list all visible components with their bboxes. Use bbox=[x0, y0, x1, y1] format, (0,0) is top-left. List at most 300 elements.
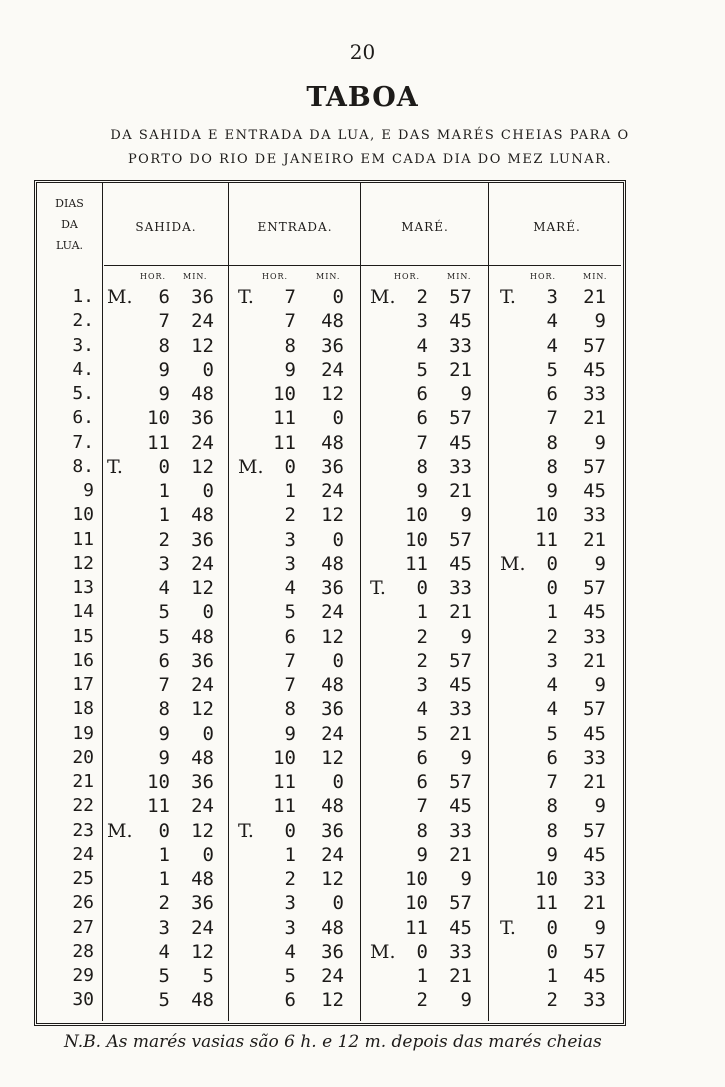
time-value: 21 bbox=[583, 286, 606, 308]
time-value: 3 bbox=[284, 916, 296, 939]
time-value: 36 bbox=[191, 528, 214, 551]
time-value: 24 bbox=[191, 916, 214, 939]
time-value: 12 bbox=[321, 383, 344, 405]
time-value: 7 bbox=[284, 310, 296, 333]
time-value: 21 bbox=[449, 601, 472, 624]
time-value: 5 bbox=[158, 625, 170, 648]
time-value: 2 bbox=[158, 528, 170, 551]
time-value: 45 bbox=[583, 358, 606, 381]
time-value: 2 bbox=[158, 892, 170, 915]
time-value: 36 bbox=[191, 892, 214, 915]
time-value: 9 bbox=[158, 746, 170, 769]
day-number: 24 bbox=[72, 843, 94, 865]
time-value: 21 bbox=[449, 965, 472, 987]
time-value: 21 bbox=[583, 771, 606, 793]
time-value: 12 bbox=[191, 819, 214, 842]
time-value: 11 bbox=[147, 795, 170, 818]
time-value: 3 bbox=[546, 649, 558, 672]
time-value: 1 bbox=[158, 868, 170, 890]
time-value: 9 bbox=[460, 746, 472, 769]
subheader-hor: HOR. bbox=[394, 272, 421, 281]
time-value: 2 bbox=[416, 649, 428, 672]
time-value: 48 bbox=[191, 383, 214, 405]
time-value: 5 bbox=[158, 601, 170, 624]
period-label: T. bbox=[238, 286, 254, 308]
time-value: 11 bbox=[273, 431, 296, 454]
period-label: M. bbox=[370, 940, 396, 963]
time-value: 33 bbox=[449, 698, 472, 721]
time-value: 0 bbox=[202, 722, 214, 745]
time-value: 10 bbox=[405, 504, 428, 527]
time-value: 0 bbox=[284, 819, 296, 842]
time-value: 33 bbox=[583, 625, 606, 648]
time-value: 2 bbox=[416, 625, 428, 648]
time-value: 4 bbox=[546, 310, 558, 333]
page-number: 20 bbox=[349, 40, 376, 64]
time-value: 9 bbox=[158, 358, 170, 381]
time-value: 10 bbox=[535, 868, 558, 890]
time-value: 9 bbox=[594, 916, 606, 939]
header-mare-1: MARÉ. bbox=[401, 220, 449, 234]
time-value: 57 bbox=[583, 819, 606, 842]
time-value: 45 bbox=[449, 674, 472, 696]
time-value: 24 bbox=[321, 358, 344, 381]
time-value: 8 bbox=[546, 431, 558, 454]
day-number: 21 bbox=[72, 771, 94, 792]
time-value: 8 bbox=[546, 455, 558, 478]
time-value: 57 bbox=[449, 771, 472, 793]
day-number: 28 bbox=[72, 940, 94, 962]
time-value: 36 bbox=[321, 334, 344, 357]
time-value: 9 bbox=[284, 722, 296, 745]
table-row bbox=[0, 335, 725, 359]
time-value: 4 bbox=[416, 698, 428, 721]
period-label: T. bbox=[107, 455, 123, 478]
day-number: 23 bbox=[72, 819, 94, 841]
time-value: 11 bbox=[273, 795, 296, 818]
time-value: 24 bbox=[191, 552, 214, 575]
time-value: 9 bbox=[460, 868, 472, 890]
time-value: 45 bbox=[583, 722, 606, 745]
time-value: 57 bbox=[449, 407, 472, 430]
time-value: 48 bbox=[191, 989, 214, 1012]
table-row bbox=[0, 626, 725, 650]
time-value: 11 bbox=[405, 916, 428, 939]
time-value: 0 bbox=[332, 771, 344, 793]
time-value: 1 bbox=[158, 843, 170, 866]
table-row bbox=[0, 868, 725, 892]
time-value: 45 bbox=[583, 843, 606, 866]
time-value: 36 bbox=[191, 286, 214, 308]
time-value: 7 bbox=[284, 286, 296, 308]
time-value: 0 bbox=[546, 916, 558, 939]
time-value: 0 bbox=[284, 455, 296, 478]
time-value: 0 bbox=[202, 480, 214, 502]
time-value: 45 bbox=[583, 601, 606, 624]
time-value: 33 bbox=[449, 455, 472, 478]
time-value: 7 bbox=[158, 674, 170, 696]
table-row bbox=[0, 917, 725, 941]
period-label: M. bbox=[107, 819, 133, 842]
time-value: 36 bbox=[321, 577, 344, 599]
time-value: 57 bbox=[449, 649, 472, 672]
time-value: 48 bbox=[321, 795, 344, 818]
time-value: 24 bbox=[321, 843, 344, 866]
time-value: 48 bbox=[191, 504, 214, 527]
time-value: 1 bbox=[284, 480, 296, 502]
header-mare-2: MARÉ. bbox=[533, 220, 581, 234]
day-number: 26 bbox=[72, 892, 94, 914]
time-value: 33 bbox=[583, 989, 606, 1012]
time-value: 11 bbox=[405, 552, 428, 575]
subheader-hor: HOR. bbox=[262, 272, 289, 281]
day-number: 19 bbox=[72, 722, 94, 744]
day-number: 1. bbox=[72, 286, 94, 307]
time-value: 57 bbox=[583, 334, 606, 357]
time-value: 3 bbox=[284, 552, 296, 575]
time-value: 21 bbox=[583, 407, 606, 430]
time-value: 1 bbox=[546, 965, 558, 987]
day-number: 13 bbox=[72, 577, 94, 598]
time-value: 6 bbox=[416, 383, 428, 405]
table-row bbox=[0, 601, 725, 625]
time-value: 10 bbox=[273, 383, 296, 405]
time-value: 0 bbox=[332, 407, 344, 430]
day-number: 11 bbox=[72, 528, 94, 550]
time-value: 36 bbox=[191, 771, 214, 793]
time-value: 0 bbox=[546, 577, 558, 599]
time-value: 33 bbox=[449, 940, 472, 963]
time-value: 36 bbox=[321, 819, 344, 842]
time-value: 24 bbox=[321, 601, 344, 624]
time-value: 12 bbox=[191, 334, 214, 357]
time-value: 45 bbox=[449, 310, 472, 333]
time-value: 48 bbox=[321, 674, 344, 696]
time-value: 33 bbox=[583, 746, 606, 769]
day-number: 10 bbox=[72, 504, 94, 526]
table-row bbox=[0, 359, 725, 383]
time-value: 24 bbox=[321, 965, 344, 987]
time-value: 12 bbox=[321, 625, 344, 648]
table-row bbox=[0, 844, 725, 868]
time-value: 0 bbox=[158, 819, 170, 842]
time-value: 11 bbox=[147, 431, 170, 454]
time-value: 57 bbox=[583, 455, 606, 478]
time-value: 45 bbox=[449, 431, 472, 454]
period-label: T. bbox=[500, 286, 516, 308]
time-value: 12 bbox=[321, 989, 344, 1012]
time-value: 45 bbox=[583, 480, 606, 502]
day-number: 4. bbox=[72, 358, 94, 380]
subheader-min: MIN. bbox=[447, 272, 472, 281]
day-number: 12 bbox=[72, 552, 94, 574]
time-value: 3 bbox=[416, 310, 428, 333]
time-value: 48 bbox=[321, 552, 344, 575]
period-label: T. bbox=[238, 819, 254, 842]
period-label: T. bbox=[500, 916, 516, 939]
time-value: 21 bbox=[449, 722, 472, 745]
time-value: 5 bbox=[158, 989, 170, 1012]
day-number: 3. bbox=[72, 334, 94, 356]
time-value: 10 bbox=[535, 504, 558, 527]
time-value: 45 bbox=[449, 916, 472, 939]
time-value: 7 bbox=[416, 795, 428, 818]
day-number: 30 bbox=[72, 989, 94, 1011]
table-row bbox=[0, 432, 725, 456]
time-value: 7 bbox=[546, 407, 558, 430]
time-value: 0 bbox=[202, 358, 214, 381]
time-value: 4 bbox=[416, 334, 428, 357]
time-value: 57 bbox=[583, 698, 606, 721]
day-number: 17 bbox=[72, 674, 94, 695]
time-value: 5 bbox=[284, 965, 296, 987]
time-value: 7 bbox=[284, 674, 296, 696]
day-number: 18 bbox=[72, 698, 94, 720]
period-label: M. bbox=[370, 286, 396, 308]
time-value: 10 bbox=[147, 407, 170, 430]
time-value: 9 bbox=[460, 625, 472, 648]
time-value: 8 bbox=[158, 698, 170, 721]
time-value: 12 bbox=[321, 504, 344, 527]
time-value: 33 bbox=[449, 577, 472, 599]
time-value: 9 bbox=[594, 674, 606, 696]
time-value: 21 bbox=[583, 892, 606, 915]
time-value: 3 bbox=[158, 552, 170, 575]
time-value: 4 bbox=[546, 674, 558, 696]
time-value: 48 bbox=[191, 746, 214, 769]
dias-da-lua-header bbox=[42, 193, 97, 256]
table-row bbox=[0, 723, 725, 747]
time-value: 0 bbox=[332, 286, 344, 308]
page-title: TABOA bbox=[306, 82, 419, 113]
time-value: 6 bbox=[158, 649, 170, 672]
time-value: 12 bbox=[191, 698, 214, 721]
header-da: DA bbox=[61, 218, 78, 231]
time-value: 9 bbox=[416, 480, 428, 502]
time-value: 9 bbox=[416, 843, 428, 866]
time-value: 9 bbox=[594, 552, 606, 575]
time-value: 9 bbox=[158, 722, 170, 745]
time-value: 12 bbox=[191, 577, 214, 599]
table-row bbox=[0, 747, 725, 771]
time-value: 0 bbox=[332, 649, 344, 672]
time-value: 45 bbox=[583, 965, 606, 987]
time-value: 57 bbox=[449, 286, 472, 308]
time-value: 24 bbox=[191, 674, 214, 696]
time-value: 7 bbox=[284, 649, 296, 672]
time-value: 7 bbox=[416, 431, 428, 454]
time-value: 5 bbox=[546, 722, 558, 745]
table-row bbox=[0, 674, 725, 698]
header-dias: DIAS bbox=[55, 197, 84, 210]
time-value: 9 bbox=[460, 383, 472, 405]
table-row bbox=[0, 965, 725, 989]
time-value: 3 bbox=[158, 916, 170, 939]
time-value: 33 bbox=[583, 504, 606, 527]
time-value: 2 bbox=[284, 868, 296, 890]
time-value: 21 bbox=[449, 358, 472, 381]
time-value: 9 bbox=[594, 310, 606, 333]
time-value: 48 bbox=[321, 916, 344, 939]
day-number: 15 bbox=[72, 625, 94, 647]
time-value: 9 bbox=[158, 383, 170, 405]
time-value: 21 bbox=[583, 528, 606, 551]
time-value: 4 bbox=[546, 698, 558, 721]
time-value: 0 bbox=[546, 940, 558, 963]
time-value: 6 bbox=[546, 383, 558, 405]
time-value: 33 bbox=[583, 868, 606, 890]
time-value: 1 bbox=[416, 601, 428, 624]
time-value: 11 bbox=[535, 892, 558, 915]
time-value: 24 bbox=[191, 431, 214, 454]
time-value: 8 bbox=[546, 819, 558, 842]
time-value: 2 bbox=[416, 989, 428, 1012]
time-value: 36 bbox=[321, 940, 344, 963]
time-value: 48 bbox=[321, 310, 344, 333]
time-value: 0 bbox=[158, 455, 170, 478]
day-number: 22 bbox=[72, 795, 94, 817]
time-value: 48 bbox=[191, 625, 214, 648]
table-row bbox=[0, 504, 725, 528]
time-value: 6 bbox=[416, 746, 428, 769]
time-value: 45 bbox=[449, 795, 472, 818]
time-value: 24 bbox=[191, 795, 214, 818]
table-row bbox=[0, 529, 725, 553]
time-value: 0 bbox=[332, 528, 344, 551]
time-value: 57 bbox=[449, 528, 472, 551]
subtitle-line-1: DA SAHIDA E ENTRADA DA LUA, E DAS MARÉS CHEIAS PARA O bbox=[110, 128, 630, 143]
period-label: M. bbox=[107, 286, 133, 308]
day-number: 8. bbox=[72, 455, 94, 477]
subheader-min: MIN. bbox=[583, 272, 608, 281]
time-value: 8 bbox=[546, 795, 558, 818]
header-sahida: SAHIDA. bbox=[135, 220, 197, 234]
time-value: 5 bbox=[546, 358, 558, 381]
time-value: 8 bbox=[416, 455, 428, 478]
table-row bbox=[0, 989, 725, 1013]
time-value: 24 bbox=[191, 310, 214, 333]
time-value: 48 bbox=[321, 431, 344, 454]
time-value: 6 bbox=[284, 625, 296, 648]
day-number: 20 bbox=[72, 746, 94, 768]
time-value: 8 bbox=[158, 334, 170, 357]
time-value: 21 bbox=[449, 480, 472, 502]
time-value: 8 bbox=[284, 698, 296, 721]
time-value: 6 bbox=[416, 407, 428, 430]
time-value: 9 bbox=[284, 358, 296, 381]
time-value: 10 bbox=[405, 892, 428, 915]
time-value: 57 bbox=[449, 892, 472, 915]
time-value: 5 bbox=[416, 358, 428, 381]
time-value: 10 bbox=[405, 528, 428, 551]
period-label: M. bbox=[238, 455, 264, 478]
time-value: 1 bbox=[284, 843, 296, 866]
table-row bbox=[0, 698, 725, 722]
time-value: 1 bbox=[158, 480, 170, 502]
footnote: N.B. As marés vasias são 6 h. e 12 m. depois das marés cheias bbox=[64, 1032, 602, 1052]
header-rule bbox=[104, 265, 621, 266]
time-value: 5 bbox=[284, 601, 296, 624]
time-value: 4 bbox=[158, 577, 170, 599]
time-value: 3 bbox=[284, 528, 296, 551]
time-value: 9 bbox=[460, 989, 472, 1012]
table-row bbox=[0, 480, 725, 504]
time-value: 0 bbox=[416, 940, 428, 963]
time-value: 7 bbox=[158, 310, 170, 333]
time-value: 6 bbox=[546, 746, 558, 769]
table-row bbox=[0, 286, 725, 310]
table-row bbox=[0, 407, 725, 431]
time-value: 2 bbox=[284, 504, 296, 527]
time-value: 12 bbox=[191, 455, 214, 478]
day-number: 25 bbox=[72, 868, 94, 889]
day-number: 27 bbox=[72, 916, 94, 938]
time-value: 36 bbox=[321, 698, 344, 721]
time-value: 12 bbox=[321, 868, 344, 890]
time-value: 1 bbox=[416, 965, 428, 987]
time-value: 6 bbox=[416, 771, 428, 793]
time-value: 5 bbox=[158, 965, 170, 987]
time-value: 11 bbox=[273, 407, 296, 430]
time-value: 6 bbox=[284, 989, 296, 1012]
period-label: T. bbox=[370, 577, 386, 599]
time-value: 9 bbox=[594, 795, 606, 818]
time-value: 10 bbox=[273, 746, 296, 769]
time-value: 0 bbox=[332, 892, 344, 915]
time-value: 4 bbox=[284, 940, 296, 963]
day-number: 9 bbox=[83, 480, 94, 501]
time-value: 8 bbox=[416, 819, 428, 842]
period-label: M. bbox=[500, 552, 526, 575]
table-row bbox=[0, 892, 725, 916]
time-value: 9 bbox=[460, 504, 472, 527]
day-number: 5. bbox=[72, 383, 94, 404]
time-value: 0 bbox=[546, 552, 558, 575]
time-value: 57 bbox=[583, 577, 606, 599]
time-value: 4 bbox=[546, 334, 558, 357]
table-row bbox=[0, 771, 725, 795]
day-number: 14 bbox=[72, 601, 94, 623]
time-value: 48 bbox=[191, 868, 214, 890]
time-value: 24 bbox=[321, 722, 344, 745]
time-value: 3 bbox=[546, 286, 558, 308]
time-value: 1 bbox=[158, 504, 170, 527]
time-value: 36 bbox=[321, 455, 344, 478]
time-value: 33 bbox=[583, 383, 606, 405]
day-number: 7. bbox=[72, 431, 94, 453]
time-value: 33 bbox=[449, 819, 472, 842]
time-value: 1 bbox=[546, 601, 558, 624]
day-number: 29 bbox=[72, 965, 94, 986]
time-value: 11 bbox=[535, 528, 558, 551]
time-value: 10 bbox=[147, 771, 170, 793]
time-value: 36 bbox=[191, 649, 214, 672]
time-value: 24 bbox=[321, 480, 344, 502]
subheader-min: MIN. bbox=[183, 272, 208, 281]
subtitle-line-2: PORTO DO RIO DE JANEIRO EM CADA DIA DO MEZ LUNAR. bbox=[127, 152, 613, 167]
header-lua: LUA. bbox=[55, 239, 84, 252]
time-value: 2 bbox=[416, 286, 428, 308]
table-row bbox=[0, 456, 725, 480]
day-number: 16 bbox=[72, 649, 94, 671]
time-value: 45 bbox=[449, 552, 472, 575]
time-value: 7 bbox=[546, 771, 558, 793]
time-value: 5 bbox=[202, 965, 214, 987]
header-entrada: ENTRADA. bbox=[257, 220, 333, 234]
time-value: 6 bbox=[158, 286, 170, 308]
time-value: 2 bbox=[546, 989, 558, 1012]
subheader-hor: HOR. bbox=[530, 272, 557, 281]
